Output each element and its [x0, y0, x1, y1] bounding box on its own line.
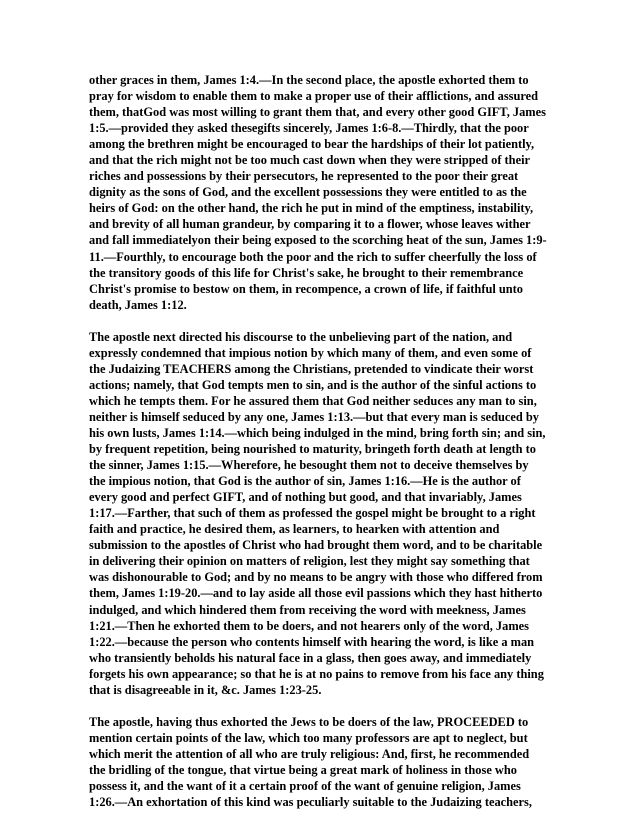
paragraph-2: The apostle next directed his discourse to the unbelieving part of the nation, and expressly condemned that impious notion by which many of them, and even some of the Judaizing TEACHERS among the Christians, pretended to vindicate their worst actions; namely, that God tempts men to sin, and is the author of the sinful actions to which he tempts them. For he assured them that God neither seduces any man to sin, neither is himself seduced by any one, James 1:13.—but that every man is seduced by his own lusts, James 1:14.—which being indulged in the mind, bring forth sin; and sin, by frequent repetition, being nourished to maturity, bringeth forth death at length to the sinner, James 1:15.—Wherefore, he besought them not to deceive themselves by the impious notion, that God is the author of sin, James 1:16.—He is the author of every good and perfect GIFT, and of nothing but good, and that invariably, James 1:17.—Farther, that such of them as professed the gospel might be brought to a right faith and practice, he desired them, as learners, to hearken with attention and submission to the apostles of Christ who had brought them word, and to be charitable in delivering their opinion on matters of religion, lest they might say something that was dishonourable to God; and by no means to be angry with those who differed from them, James 1:19-20.—and to lay aside all those evil passions which they hast hitherto indulged, and which hindered them from receiving the word with meekness, James 1:21.—Then he exhorted them to be doers, and not hearers only of the word, James 1:22.—because the person who contents himself with hearing the word, is like a man who transiently beholds his natural face in a glass, then goes away, and immediately forgets his own appearance; so that he is at no pains to remove from his face any thing that is disagreeable in it, &c. James 1:23-25. — [89, 329, 546, 697]
paragraph-1: other graces in them, James 1:4.—In the second place, the apostle exhorted them to pray for wisdom to enable them to make a proper use of their afflictions, and assured them, thatGod was most willing to grant them that, and every other good GIFT, James 1:5.—provided they asked thesegifts sincerely, James 1:6-8.—Thirdly, that the poor among the brethren might be encouraged to bear the hardships of their lot patiently, and that the rich might not be too much cast down when they were stripped of their riches and possessions by their persecutors, he represented to the poor their great dignity as the sons of God, and the excellent possessions they were entitled to as the heirs of God: on the other hand, the rich he put in mind of the emptiness, instability, and brevity of all human grandeur, by comparing it to a flower, whose leaves wither and fall immediatelyon their being exposed to the scorching heat of the sun, James 1:9-11.—Fourthly, to encourage both the poor and the rich to suffer cheerfully the loss of the transitory goods of this life for Christ's sake, he brought to their remembrance Christ's promise to bestow on them, in recompence, a crown of life, if faithful unto death, James 1:12. — [89, 73, 547, 312]
document-page — [89, 72, 547, 826]
paragraph-3: The apostle, having thus exhorted the Jews to be doers of the law, PROCEEDED to mention certain points of the law, which too many professors are apt to neglect, but which merit the attention of all who are truly religious: And, first, he recommended the bridling of the tongue, that virtue being a great mark of holiness in those who possess it, and the want of it a certain proof of the want of genuine religion, James 1:26.—An exhortation of this kind was peculiarly suitable to the Judaizing teachers, — [89, 714, 532, 810]
